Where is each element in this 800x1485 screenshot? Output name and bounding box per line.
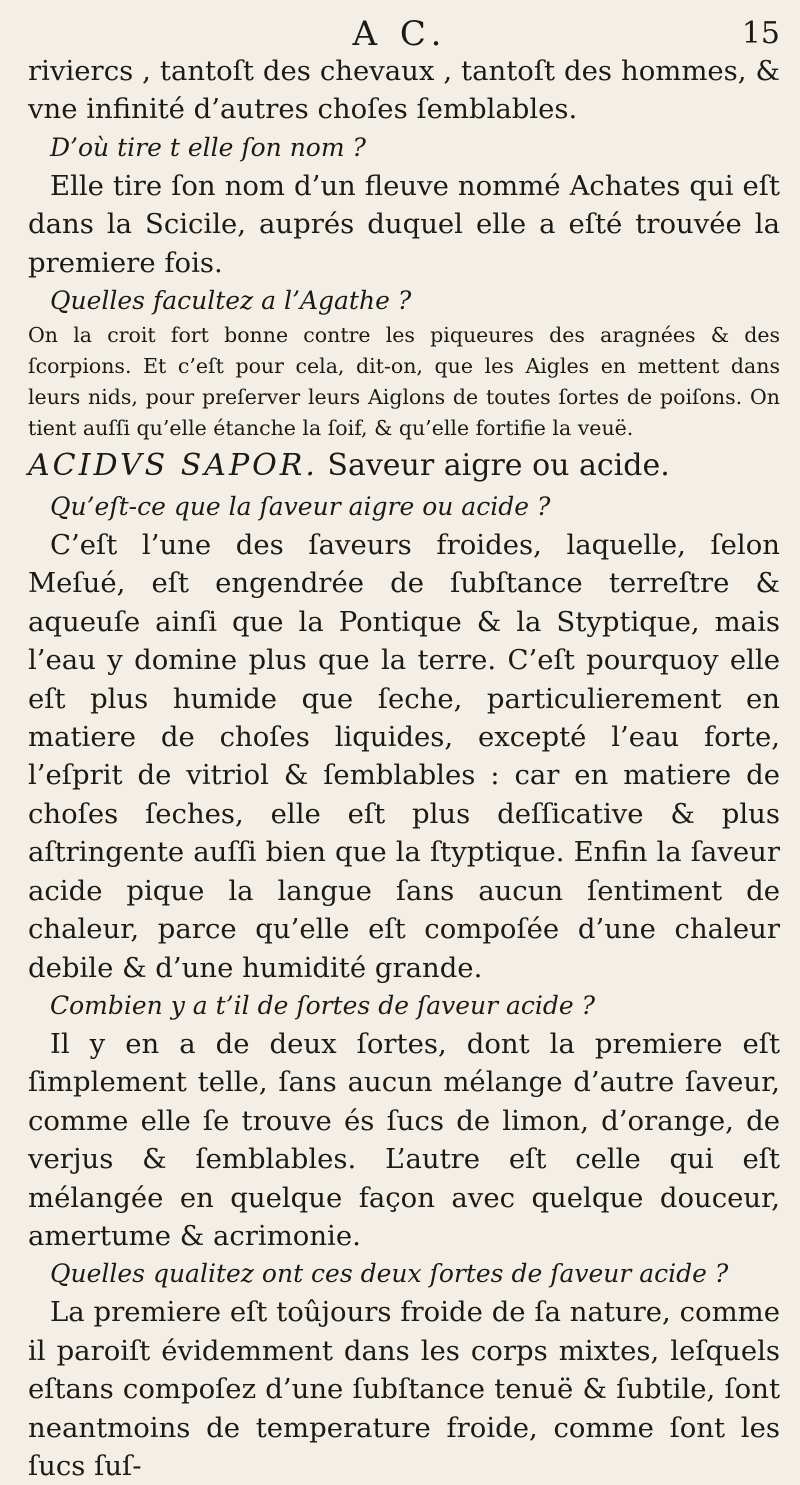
question-heading: Combien y a t’il de ſortes de ſaveur acide ?	[50, 990, 596, 1020]
page-number: 15	[741, 16, 780, 51]
page-body	[28, 52, 780, 1485]
headword-latin: ACIDVS SAPOR.	[28, 448, 318, 484]
entry-headword	[28, 444, 780, 488]
running-title: A C.	[352, 14, 448, 54]
question-heading: Qu’eſt-ce que la ſaveur aigre ou acide ?	[50, 492, 551, 522]
paragraph: Il y en a de deux ſortes, dont la premiere eſt ſimplement telle, ſans aucun mélange d’autre ſaveur, comme elle ſe trouve és ſucs de limon, d’orange, de verjus & ſemblables. L’autre eſt celle qui eſt mélangée en quelque façon avec quelque douceur, amertume & acrimonie.	[28, 1027, 780, 1252]
question-heading: Quelles qualitez ont ces deux ſortes de ſaveur acide ?	[50, 1259, 729, 1289]
paragraph: La premiere eſt toûjours froide de ſa nature, comme il paroiſt évidemment dans les corps mixtes, leſquels eſtans compoſez d’une ſubſtance tenuë & ſubtile, ſont neantmoins de temperature froide, comme ſont les ſucs ſuſ-	[28, 1296, 780, 1482]
question-heading: D’où tire t elle ſon nom ?	[50, 132, 366, 162]
paragraph: Elle tire ſon nom d’un fleuve nommé Achates qui eſt dans la Scicile, auprés duquel elle a eſté trouvée la premiere fois.	[28, 169, 780, 279]
paragraph: riviercs , tantoſt des chevaux , tantoſt des hommes, & vne infinité d’autres choſes ſemblables.	[28, 55, 780, 126]
paragraph: C’eſt l’une des ſaveurs froides, laquelle, ſelon Meſué, eſt engendrée de ſubſtance terreſtre & aqueuſe ainſi que la Pontique & la Styptique, mais l’eau y domine plus que la terre. C’eſt pourquoy elle eſt plus humide que ſeche, particulierement en matiere de choſes liquides, excepté l’eau forte, l’eſprit de vitriol & ſemblables : car en matiere de choſes ſeches, elle eſt plus deſſicative & plus aſtringente auſſi bien que la ſtyptique. Enfin la ſaveur acide pique la langue ſans aucun ſentiment de chaleur, parce qu’elle eſt compoſée d’une chaleur debile & d’une humidité grande.	[28, 529, 780, 984]
headword-gloss: Saveur aigre ou acide.	[327, 448, 670, 484]
small-paragraph: On la croit fort bonne contre les piqueures des aragnées & des ſcorpions. Et c’eſt pour cela, dit-on, que les Aigles en mettent dans leurs nids, pour preſerver leurs Aiglons de toutes ſortes de poiſons. On tient auſſi qu’elle étanche la ſoif, & qu’elle fortifie la veuë.	[28, 323, 780, 441]
question-heading: Quelles facultez a l’Agathe ?	[50, 286, 412, 316]
